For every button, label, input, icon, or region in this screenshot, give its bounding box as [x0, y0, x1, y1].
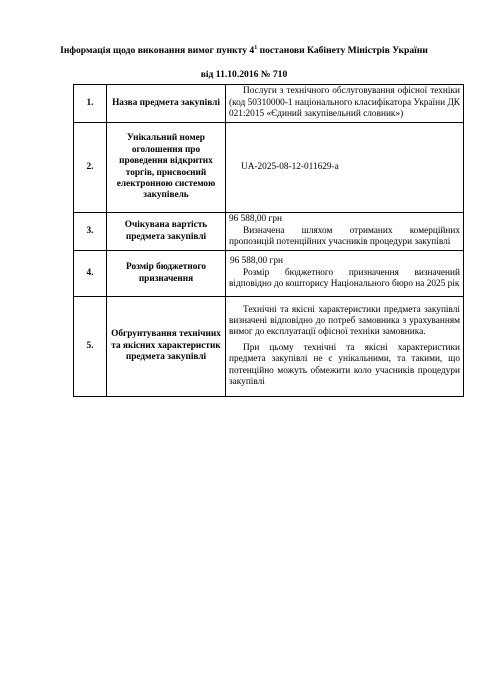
document-title [0, 45, 488, 57]
row-value-text: Послуги з технічного обслуговування офісної техніки (код 50310000-1 національного класифікатора України ДК 021:2015 «Єдиний закупівельний словник») [229, 86, 460, 120]
row-value [226, 85, 464, 123]
row-number: 5. [74, 297, 107, 397]
row-amount: 96 588,00 грн [229, 214, 282, 225]
row-label: Назва предмета закупівлі [107, 85, 226, 123]
row-label: Очікувана вартість предмета закупівлі [107, 213, 226, 251]
row-label: Унікальний номер оголошення про проведення відкритих торгів, присвоєний електронною системою закупівель [107, 123, 226, 213]
row-value-text-2: При цьому технічні та якісні характеристики предмета закупівлі не є унікальними, та такими, що потенційно можуть обмежити коло учасників процедури закупівлі [229, 342, 460, 388]
table-row [74, 213, 464, 251]
row-value [226, 251, 464, 297]
row-label: Обгрунтування технічних та якісних характеристик предмета закупівлі [107, 297, 226, 397]
row-value [226, 123, 464, 213]
row-number: 3. [74, 213, 107, 251]
table-row [74, 297, 464, 397]
row-value [226, 297, 464, 397]
row-number: 2. [74, 123, 107, 213]
row-amount: 96 588,00 грн [230, 256, 283, 267]
row-value [226, 213, 464, 251]
row-value-text: Технічні та якісні характеристики предмета закупівлі визначені відповідно до потреб замовника з урахуванням вимог до експлуатації офісної техніки замовника. [229, 304, 460, 338]
title-superscript: 1 [254, 44, 258, 51]
row-value-text: Розмір бюджетного призначення визначений відповідно до кошторису Національного бюро на 2025 рік [229, 267, 460, 290]
row-value-text: UA-2025-08-12-011629-a [241, 161, 339, 172]
row-number: 4. [74, 251, 107, 297]
info-table [73, 84, 464, 397]
row-label: Розмір бюджетного призначення [107, 251, 226, 297]
row-value-text: Визначена шляхом отриманих комерційних пропозицій потенційних учасників процедури закупівлі [229, 225, 460, 248]
row-number: 1. [74, 85, 107, 123]
table-row [74, 85, 464, 123]
table-row [74, 123, 464, 213]
title-rest: постанови Кабінету Міністрів України [257, 45, 428, 56]
title-main: Інформація щодо виконання вимог пункту 4 [60, 45, 255, 56]
document-date-line: від 11.10.2016 № 710 [200, 69, 288, 80]
table-row [74, 251, 464, 297]
